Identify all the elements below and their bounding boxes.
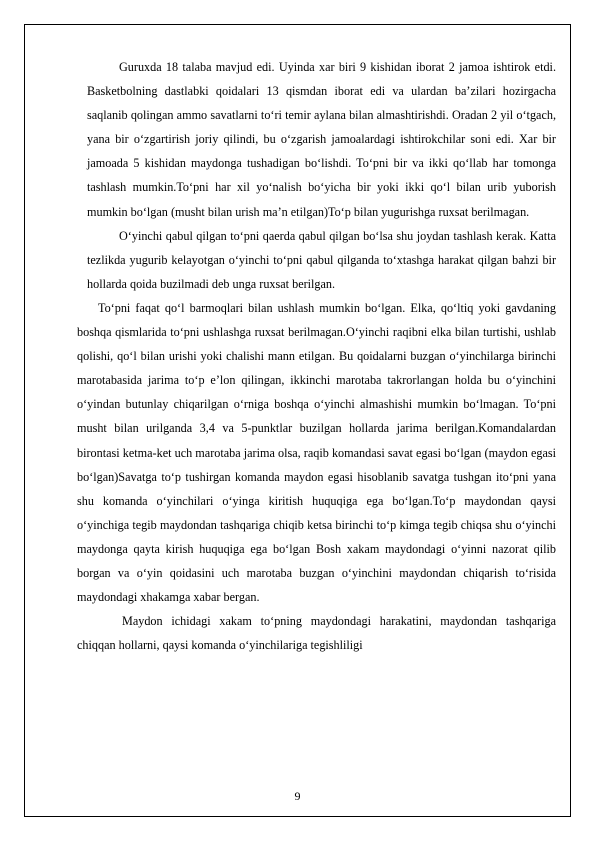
paragraph-3: Toʻpni faqat qoʻl barmoqlari bilan ushlash mumkin boʻlgan. Elka, qoʻltiq yoki gavdaning boshqa qismlarida toʻpni ushlashga ruxsat berilmagan.Oʻyinchi raqibni elka bilan turtishi, ushlab qolishi, qoʻl bilan urishi yoki chalishi mann etilgan. Bu qoidalarni buzgan oʻyinchilarga birinchi marotabasida jarima toʻp eʼlon qilingan, ikkinchi marotaba takrorlangan holda bu oʻyinchini oʻyindan butunlay chiqarilgan oʻrniga boshqa oʻyinchi almashishi mumkin boʻlmagan. Toʻpni musht bilan urilganda 3,4 va 5-punktlar buzilgan hollarda jarima berilgan.Komandalardan birontasi ketma-ket uch marotaba jarima olsa, raqib komandasi savat egasi boʻlgan (maydon egasi boʻlgan)Savatga toʻp tushirgan komanda maydon egasi hisoblanib savatga tushgan itoʻpni yana shu komanda oʻyinchilari oʻyinga kiritish huquqiga ega boʻlgan.Toʻp maydondan qaysi oʻyinchiga tegib maydondan tashqariga chiqib ketsa birinchi toʻp kimga tegib chiqsa shu oʻyinchi maydonga qayta kirish huquqiga ega boʻlgan Bosh xakam maydondagi oʻyinni nazorat qilib borgan va oʻyin qoidasini uch marotaba buzgan oʻyinchini maydondan chiqarish toʻrisida maydondagi xhakamga xabar bergan. <box>77 300 556 605</box>
paragraph-4: Maydon ichidagi xakam toʻpning maydondagi harakatini, maydondan tashqariga chiqqan hollarni, qaysi komanda oʻyinchilariga tegishliligi <box>77 614 556 653</box>
page-number: 9 <box>294 789 301 803</box>
document-body <box>77 55 556 657</box>
paragraph-2: Oʻyinchi qabul qilgan toʻpni qaerda qabul qilgan boʻlsa shu joydan tashlash kerak. Katta tezlikda yugurib kelayotgan oʻyinchi toʻpni qabul qilganda toʻxtashga harakat qilgan bahzi bir hollarda qoida buzilmadi deb unga ruxsat berilgan. <box>87 228 556 291</box>
paragraph-1: Guruxda 18 talaba mavjud edi. Uyinda xar biri 9 kishidan iborat 2 jamoa ishtirok etdi. Basketbolning dastlabki qoidalari 13 qismdan iborat edi va ulardan baʼzilari hozirgacha saqlanib qolingan ammo savatlarni toʻri temir aylana bilan almashtirishdi. Oradan 2 yil oʻtgach, yana bir oʻzgartirish joriy qilindi, bu oʻzgarish jamoalardagi ishtirokchilar soni edi. Xar bir jamoada 5 kishidan maydonga tushadigan boʻlishdi. Toʻpni bir va ikki qoʻllab har tomonga tashlash mumkin.Toʻpni har xil yoʻnalish boʻyicha bir yoki ikki qoʻl bilan urib yuborish mumkin boʻlgan (musht bilan urish maʼn etilgan)Toʻp bilan yugurishga ruxsat berilmagan. <box>87 60 556 219</box>
